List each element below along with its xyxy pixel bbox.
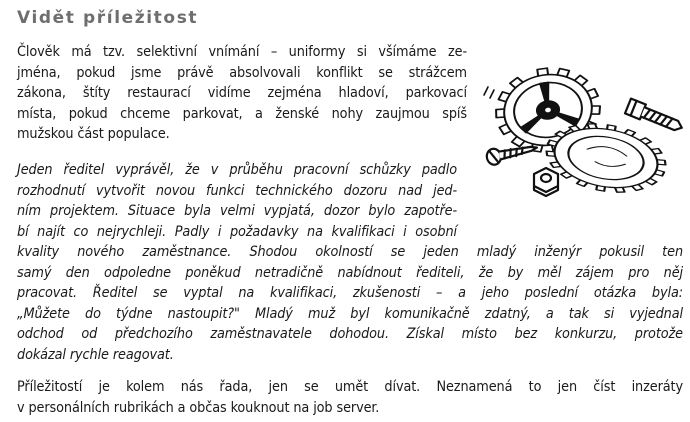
text-line: Člověk má tzv. selektivní vnímání – uniformy si všímáme ze- bbox=[17, 44, 467, 60]
text-line: místa, pokud chceme parkovat, a ženské nohy zaujmou spíš bbox=[17, 105, 467, 122]
text-line: samý den odpoledne poněkud netradičně nabídnout řediteli, že by měl zájem pro něj bbox=[17, 264, 683, 281]
text-line: rozhodnutí vytvořit novou funkci technického dozoru nad jed- bbox=[17, 182, 457, 199]
section-heading: Vidět příležitost bbox=[17, 8, 199, 28]
text-line: ním projektem. Situace byla velmi vypjatá, dozor bylo zapotře- bbox=[17, 203, 457, 219]
intro-paragraph bbox=[17, 42, 467, 145]
text-line: odchod od předchozího zaměstnavatele dohodou. Získal místo bez konkurzu, protože bbox=[17, 326, 683, 342]
text-line: jména, pokud jsme právě absolvovali konflikt se strážcem bbox=[17, 64, 467, 81]
text-line: pracovat. Ředitel se vyptal na kvalifikaci, zkušenosti – a jeho poslední otázka byla: bbox=[17, 285, 683, 301]
text-line: zákona, štíty restaurací vidíme zejména hladoví, parkovací bbox=[17, 85, 467, 101]
text-line: Příležitostí je kolem nás řada, jen se umět dívat. Neznamená to jen číst inzeráty bbox=[17, 379, 683, 395]
closing-paragraph bbox=[17, 377, 683, 418]
text-line: bí najít co nejrychleji. Padly i požadavky na kvalifikaci i osobní bbox=[17, 223, 457, 240]
text-line: dokázal rychle reagovat. bbox=[17, 346, 174, 363]
text-line: Jeden ředitel vyprávěl, že v průběhu pracovní schůzky padlo bbox=[17, 162, 457, 178]
nut-icon bbox=[534, 168, 558, 196]
text-line: „Můžete do týdne nastoupit?" Mladý muž byl komunikačně zdatný, a tak si vyjednal bbox=[17, 305, 683, 322]
bolt-icon bbox=[625, 99, 685, 136]
text-line: mužskou část populace. bbox=[17, 126, 170, 142]
text-line: v personálních rubrikách a občas kouknout na job server. bbox=[17, 399, 380, 416]
gears-bolts-illustration bbox=[478, 40, 688, 218]
text-line: kvality nového zaměstnance. Shodou okolností se jeden mladý inženýr pokusil ten bbox=[17, 244, 683, 260]
